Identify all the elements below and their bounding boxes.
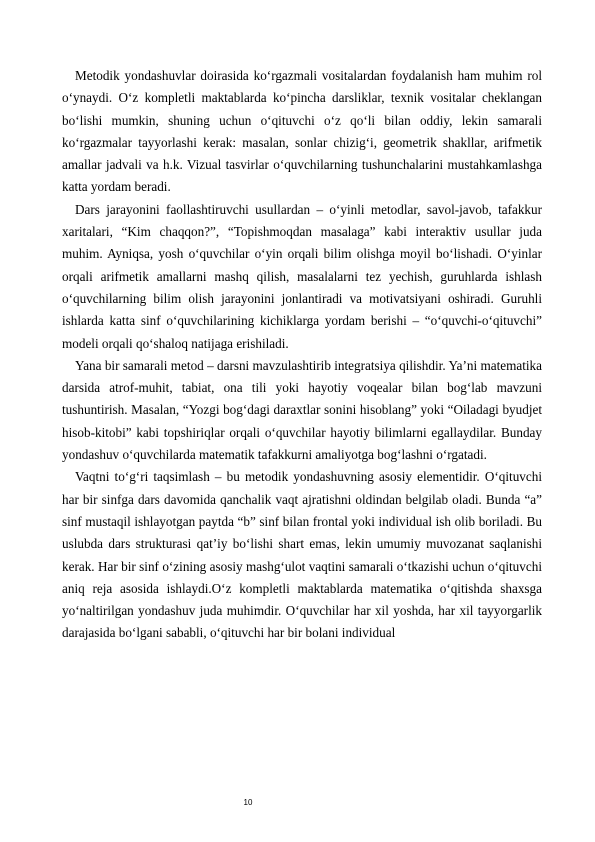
paragraph-integration: Yana bir samarali metod – darsni mavzulashtirib integratsiya qilishdir. Ya’ni matematika darsida atrof-muhit, tabiat, ona tili yoki hayotiy voqealar bilan bog‘lab mavzuni tushuntirish. Masalan, “Yozgi bog‘dagi daraxtlar sonini hisoblang” yoki “Oiladagi byudjet hisob-kitobi” kabi topshiriqlar orqali o‘quvchilar hayotiy bilimlarni egallaydilar. Bunday yondashuv o‘quvchilarda matematik tafakkurni amaliyotga bog‘lashni o‘rgatadi. [62, 357, 542, 463]
paragraph-visual-aids: Metodik yondashuvlar doirasida ko‘rgazmali vositalardan foydalanish ham muhim rol o‘ynaydi. O‘z kompletli maktablarda ko‘pincha darsliklar, texnik vositalar cheklangan bo‘lishi mumkin, shuning uchun o‘qituvchi o‘z qo‘li bilan oddiy, lekin samarali ko‘rgazmalar tayyorlashi kerak: masalan, sonlar chizig‘i, geometrik shakllar, arifmetik amallar jadvali va h.k. Vizual tasvirlar o‘quvchilarning tushunchalarini mustahkamlashga katta yordam beradi. [62, 68, 542, 195]
page-number: 10 [243, 798, 253, 807]
document-body [62, 65, 542, 645]
paragraph-time-allocation: Vaqtni to‘g‘ri taqsimlash – bu metodik yondashuvning asosiy elementidir. O‘qituvchi har bir sinfga dars davomida qanchalik vaqt ajratishni oldindan belgilab oladi. Bunda “a” sinf mustaqil ishlayotgan paytda “b” sinf bilan frontal yoki individual ish olib boriladi. Bu uslubda dars strukturasi qat’iy bo‘lishi shart emas, lekin umumiy muvozanat saqlanishi kerak. Har bir sinf o‘zining asosiy mashg‘ulot vaqtini samarali o‘tkazishi uchun o‘qituvchi aniq reja asosida ishlaydi.O‘z kompletli maktablarda matematika o‘qitishda shaxsga yo‘naltirilgan yondashuv juda muhimdir. O‘quvchilar har xil yoshda, har xil tayyorgarlik darajasida bo‘lgani sababli, o‘qituvchi har bir bolani individual [62, 469, 542, 641]
paragraph-interactive-methods: Dars jarayonini faollashtiruvchi usullardan – o‘yinli metodlar, savol-javob, tafakkur xaritalari, “Kim chaqqon?”, “Topishmoqdan masalaga” kabi interaktiv usullar juda muhim. Ayniqsa, yosh o‘quvchilar o‘yin orqali bilim olishga moyil bo‘lishadi. O‘yinlar orqali arifmetik amallarni mashq qilish, masalalarni tez yechish, guruhlarda ishlash o‘quvchilarning bilim olish jarayonini jonlantiradi va motivatsiyani oshiradi. Guruhli ishlarda katta sinf o‘quvchilarining kichiklarga yordam berishi – “o‘quvchi-o‘qituvchi” modeli orqali qo‘shaloq natijaga erishiladi. [62, 201, 542, 351]
